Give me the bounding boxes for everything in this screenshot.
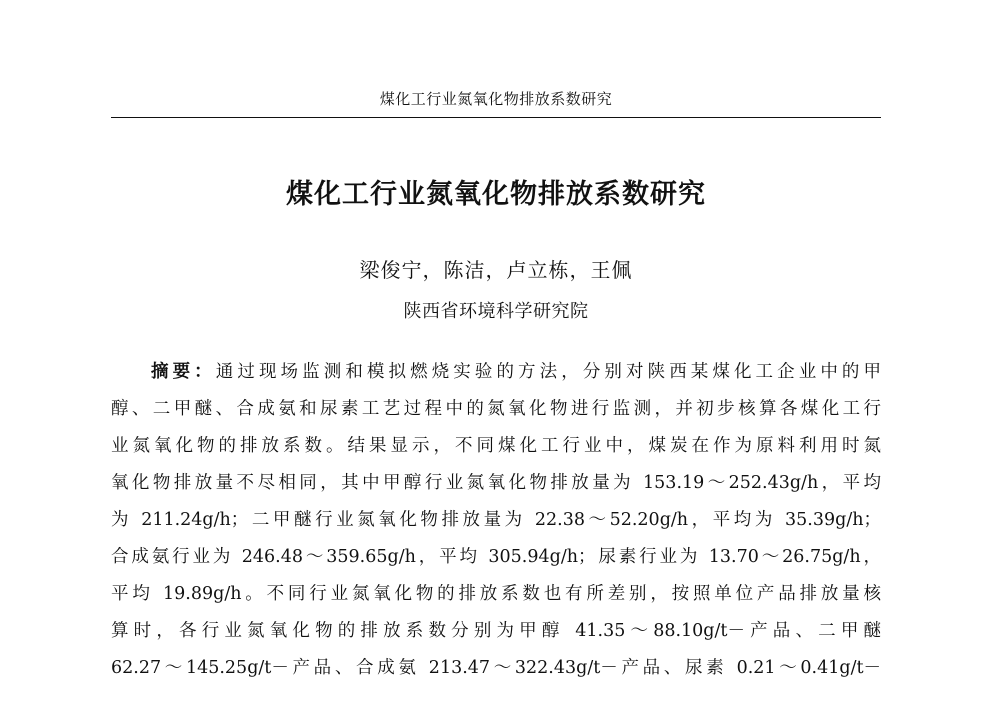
paper-title: 煤化工行业氮氧化物排放系数研究 xyxy=(286,179,706,210)
author-list: 梁俊宁，陈洁，卢立栋，王佩 xyxy=(359,258,633,282)
abstract-line: 业氮氧化物的排放系数。结果显示，不同煤化工行业中，煤炭在作为原料利用时氮 xyxy=(111,436,881,456)
running-header: 煤化工行业氮氧化物排放系数研究 xyxy=(379,90,613,108)
abstract-line-text: 通过现场监测和模拟燃烧实验的方法，分别对陕西某煤化工企业中的甲 xyxy=(215,362,882,382)
abstract-line: 平均 19.89g/h。不同行业氮氧化物的排放系数也有所差别，按照单位产品排放量核 xyxy=(111,584,881,604)
abstract-label: 摘要： xyxy=(151,362,216,382)
header-rule xyxy=(111,117,881,118)
abstract-line: 合成氨行业为 246.48～359.65g/h，平均 305.94g/h；尿素行业为 13.70～26.75g/h， xyxy=(111,547,881,567)
abstract-line: 醇、二甲醚、合成氨和尿素工艺过程中的氮氧化物进行监测，并初步核算各煤化工行 xyxy=(111,399,881,419)
abstract-line xyxy=(151,361,881,383)
abstract-line: 62.27～145.25g/t－产品、合成氨 213.47～322.43g/t－产品、尿素 0.21～0.41g/t－ xyxy=(111,658,881,678)
abstract-line: 氧化物排放量不尽相同，其中甲醇行业氮氧化物排放量为 153.19～252.43g/h，平均 xyxy=(111,473,881,493)
abstract-line: 为 211.24g/h；二甲醚行业氮氧化物排放量为 22.38～52.20g/h，平均为 35.39g/h； xyxy=(111,510,881,530)
abstract-line: 算时，各行业氮氧化物的排放系数分别为甲醇 41.35～88.10g/t－产品、二甲醚 xyxy=(111,621,881,641)
affiliation: 陕西省环境科学研究院 xyxy=(403,301,589,322)
